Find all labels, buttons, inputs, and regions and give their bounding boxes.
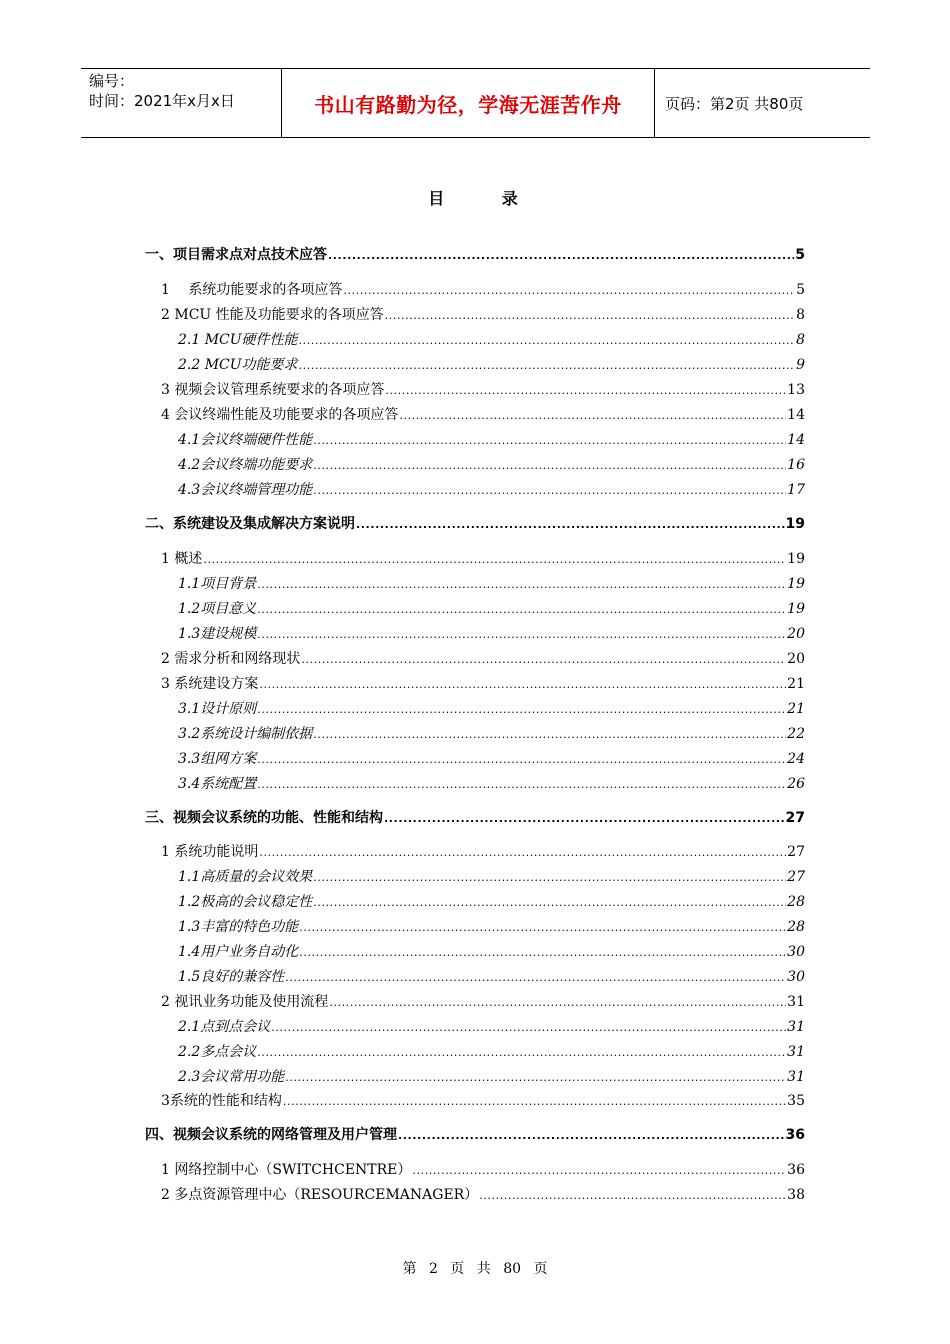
toc-entry-title: 三、视频会议系统的功能、性能和结构 <box>145 810 383 826</box>
toc-leader-dots <box>313 429 786 452</box>
toc-chapter[interactable] <box>145 244 805 266</box>
toc-chapter[interactable] <box>145 513 805 535</box>
number-label: 编号： <box>89 72 135 90</box>
toc-entry-title: 1 概述 <box>161 551 203 567</box>
toc-page-number: 24 <box>787 751 805 767</box>
toc-leader-dots <box>257 623 786 646</box>
toc-page-number: 19 <box>787 551 805 567</box>
toc-entry-title: 4 会议终端性能及功能要求的各项应答 <box>161 407 399 423</box>
toc-leader-dots <box>257 773 786 796</box>
toc-section[interactable] <box>161 841 805 863</box>
toc-section[interactable] <box>161 304 805 326</box>
toc-leader-dots <box>343 279 795 302</box>
toc-leader-dots <box>398 1124 785 1147</box>
toc-page-number: 19 <box>785 516 805 532</box>
toc-subsection[interactable] <box>178 573 805 595</box>
toc-page-number: 28 <box>787 894 805 910</box>
toc-entry-title: 3.1设计原则 <box>178 701 257 717</box>
toc-entry-title: 1 系统功能说明 <box>161 844 259 860</box>
toc-page-number: 31 <box>787 1069 805 1085</box>
page-footer: 第 2 页 共 80 页 <box>402 1261 548 1277</box>
toc-leader-dots <box>385 304 795 327</box>
toc-page-number: 16 <box>787 457 805 473</box>
toc-leader-dots <box>479 1184 786 1207</box>
toc-subsection[interactable] <box>178 479 805 501</box>
toc-entry-title: 4.2会议终端功能要求 <box>178 457 313 473</box>
toc-chapter[interactable] <box>145 1124 805 1146</box>
toc-page-number: 13 <box>787 382 805 398</box>
toc-page-number: 9 <box>796 357 805 373</box>
toc-leader-dots <box>412 1159 786 1182</box>
toc-leader-dots <box>385 379 786 402</box>
toc-leader-dots <box>299 354 796 377</box>
toc-section[interactable] <box>161 991 805 1013</box>
toc-page-number: 19 <box>787 576 805 592</box>
toc-page-number: 5 <box>795 247 805 263</box>
toc-page-number: 27 <box>785 810 805 826</box>
toc-entry-title: 3.2系统设计编制依据 <box>178 726 313 742</box>
toc-subsection[interactable] <box>178 941 805 963</box>
toc-leader-dots <box>329 991 786 1014</box>
toc-subsection[interactable] <box>178 866 805 888</box>
toc-page-number: 26 <box>787 776 805 792</box>
toc-page-number: 31 <box>787 994 805 1010</box>
toc-page-number: 21 <box>787 676 805 692</box>
toc-entry-title: 四、视频会议系统的网络管理及用户管理 <box>145 1127 397 1143</box>
toc-entry-title: 2.2多点会议 <box>178 1044 257 1060</box>
toc-entry-title: 1.4用户业务自动化 <box>178 944 299 960</box>
toc-leader-dots <box>313 723 786 746</box>
toc-entry-title: 1.2极高的会议稳定性 <box>178 894 313 910</box>
toc-subsection[interactable] <box>178 1041 805 1063</box>
toc-entry-title: 1.5良好的兼容性 <box>178 969 285 985</box>
toc-page-number: 8 <box>796 332 805 348</box>
toc-entry-title: 1.1项目背景 <box>178 576 257 592</box>
toc-page-number: 22 <box>787 726 805 742</box>
toc-subsection[interactable] <box>178 748 805 770</box>
toc-title: 目 录 <box>428 189 544 208</box>
toc-entry-title: 一、项目需求点对点技术应答 <box>145 247 327 263</box>
header-page-info: 页码：第2页 共80页 <box>665 94 804 113</box>
date-label: 时间：2021年x月x日 <box>89 92 235 110</box>
toc-leader-dots <box>285 1066 786 1089</box>
toc-leader-dots <box>299 916 786 939</box>
toc-leader-dots <box>313 891 786 914</box>
toc-page-number: 31 <box>787 1019 805 1035</box>
toc-entry-title: 1.2项目意义 <box>178 601 257 617</box>
toc-entry-title: 1 网络控制中心（SWITCHCENTRE） <box>161 1162 412 1178</box>
toc-page-number: 8 <box>796 307 805 323</box>
toc-subsection[interactable] <box>178 598 805 620</box>
header-meta <box>81 69 282 137</box>
toc-subsection[interactable] <box>178 891 805 913</box>
toc-page-number: 38 <box>787 1187 805 1203</box>
toc-entry-title: 2.2 MCU功能要求 <box>178 357 298 373</box>
toc-entry-title: 4.3会议终端管理功能 <box>178 482 313 498</box>
toc-entry-title: 1 系统功能要求的各项应答 <box>161 282 343 298</box>
toc-subsection[interactable] <box>178 698 805 720</box>
toc-section[interactable] <box>161 1184 805 1206</box>
toc-leader-dots <box>203 548 786 571</box>
toc-entry-title: 3.4系统配置 <box>178 776 257 792</box>
toc-leader-dots <box>313 866 786 889</box>
toc-entry-title: 2 视讯业务功能及使用流程 <box>161 994 329 1010</box>
toc-leader-dots <box>259 673 786 696</box>
document-header <box>81 68 870 138</box>
toc-page-number: 27 <box>787 869 805 885</box>
toc-section[interactable] <box>161 1090 805 1112</box>
toc-leader-dots <box>257 1041 786 1064</box>
toc-page-number: 20 <box>787 626 805 642</box>
toc-page-number: 30 <box>787 969 805 985</box>
toc-subsection[interactable] <box>178 1016 805 1038</box>
toc-leader-dots <box>299 329 796 352</box>
toc-entry-title: 1.1高质量的会议效果 <box>178 869 313 885</box>
toc-entry-title: 2 MCU 性能及功能要求的各项应答 <box>161 307 384 323</box>
toc-subsection[interactable] <box>178 329 805 351</box>
toc-entry-title: 2.1 MCU硬件性能 <box>178 332 298 348</box>
toc-entry-title: 二、系统建设及集成解决方案说明 <box>145 516 355 532</box>
toc-leader-dots <box>259 841 786 864</box>
toc-leader-dots <box>257 748 786 771</box>
toc-leader-dots <box>328 244 794 267</box>
toc-leader-dots <box>257 698 786 721</box>
toc-section[interactable] <box>161 548 805 570</box>
toc-leader-dots <box>285 966 786 989</box>
toc-page-number: 14 <box>787 407 805 423</box>
toc-entry-title: 3 系统建设方案 <box>161 676 259 692</box>
toc-section[interactable] <box>161 673 805 695</box>
toc-page-number: 17 <box>787 482 805 498</box>
toc-page-number: 30 <box>787 944 805 960</box>
toc-page-number: 36 <box>785 1127 805 1143</box>
toc-section[interactable] <box>161 1159 805 1181</box>
toc-page-number: 21 <box>787 701 805 717</box>
toc-chapter[interactable] <box>145 807 805 829</box>
toc-entry-title: 4.1会议终端硬件性能 <box>178 432 313 448</box>
toc-page-number: 5 <box>796 282 805 298</box>
toc-entry-title: 1.3建设规模 <box>178 626 257 642</box>
toc-leader-dots <box>271 1016 786 1039</box>
toc-leader-dots <box>384 807 785 830</box>
toc-entry-title: 2.1点到点会议 <box>178 1019 271 1035</box>
toc-subsection[interactable] <box>178 773 805 795</box>
toc-page-number: 20 <box>787 651 805 667</box>
toc-leader-dots <box>299 941 786 964</box>
toc-entry-title: 1.3丰富的特色功能 <box>178 919 299 935</box>
toc-section[interactable] <box>161 379 805 401</box>
toc-page-number: 14 <box>787 432 805 448</box>
toc-subsection[interactable] <box>178 916 805 938</box>
toc-leader-dots <box>313 454 786 477</box>
toc-page-number: 36 <box>787 1162 805 1178</box>
toc-page-number: 19 <box>787 601 805 617</box>
toc-leader-dots <box>283 1090 786 1113</box>
toc-entry-title: 2.3会议常用功能 <box>178 1069 285 1085</box>
toc-leader-dots <box>301 648 786 671</box>
toc-page-number: 27 <box>787 844 805 860</box>
toc-section[interactable] <box>161 648 805 670</box>
toc-entry-title: 3 视频会议管理系统要求的各项应答 <box>161 382 385 398</box>
toc-leader-dots <box>356 513 785 536</box>
toc-entry-title: 2 多点资源管理中心（RESOURCEMANAGER） <box>161 1187 479 1203</box>
toc-subsection[interactable] <box>178 623 805 645</box>
toc-subsection[interactable] <box>178 354 805 376</box>
toc-page-number: 28 <box>787 919 805 935</box>
toc-section[interactable] <box>161 404 805 426</box>
toc-page-number: 35 <box>787 1093 805 1109</box>
toc-leader-dots <box>399 404 786 427</box>
toc-leader-dots <box>313 479 786 502</box>
toc-subsection[interactable] <box>178 966 805 988</box>
header-motto-cell <box>282 69 655 137</box>
toc-entry-title: 2 需求分析和网络现状 <box>161 651 301 667</box>
toc-leader-dots <box>257 573 786 596</box>
header-motto: 书山有路勤为径，学海无涯苦作舟 <box>314 92 622 117</box>
toc-entry-title: 3系统的性能和结构 <box>161 1093 282 1109</box>
toc-leader-dots <box>257 598 786 621</box>
toc-page-number: 31 <box>787 1044 805 1060</box>
toc-subsection[interactable] <box>178 723 805 745</box>
toc-subsection[interactable] <box>178 429 805 451</box>
toc-entry-title: 3.3组网方案 <box>178 751 257 767</box>
toc-section[interactable] <box>161 279 805 301</box>
toc-subsection[interactable] <box>178 454 805 476</box>
toc-subsection[interactable] <box>178 1066 805 1088</box>
